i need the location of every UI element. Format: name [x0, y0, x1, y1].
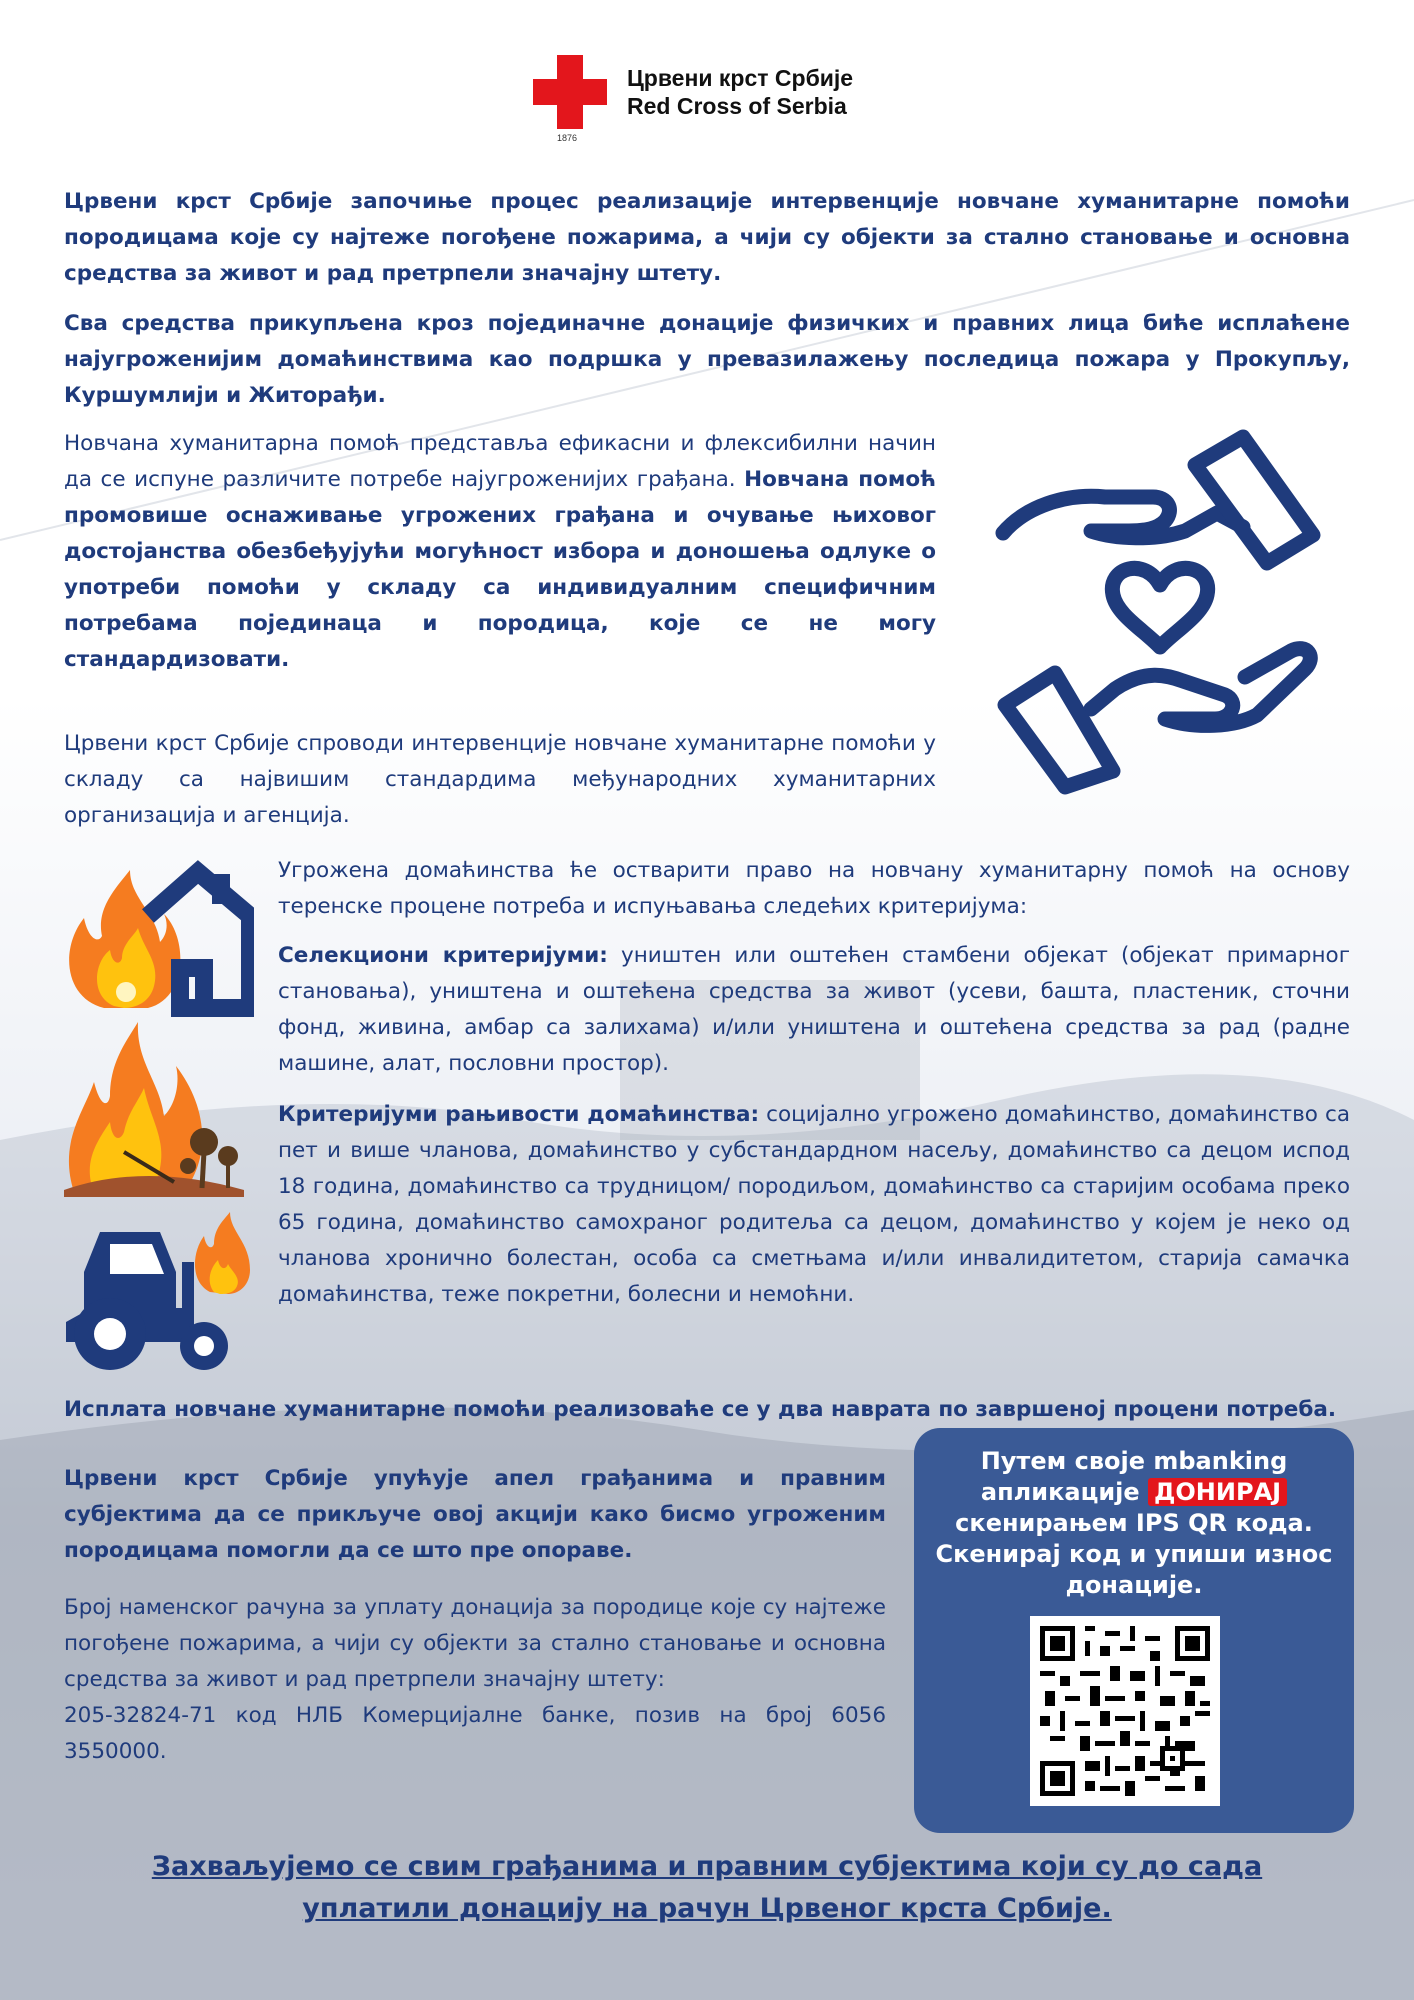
selection-criteria-paragraph	[278, 938, 1350, 1082]
selection-criteria-label: Селекциони критеријуми:	[278, 943, 608, 968]
cash-assistance-bold-text: Новчана помоћ промовише оснаживање угрожених грађана и очување њиховог достојанства обезбеђујући могућност избора и доношења одлуке о употреби помоћи у складу са индивидуалним специфичним потребама појединаца и породица, које се не могу стандардизовати.	[64, 467, 936, 672]
logo-year: 1876	[557, 133, 578, 143]
cash-assistance-text: Новчана хуманитарна помоћ представља ефикасни и флексибилни начин да се испуне различите потребе најугроженијих грађана.	[64, 431, 936, 492]
cash-assistance-paragraph	[64, 426, 936, 678]
payment-schedule-text: Исплата новчане хуманитарне помоћи реализоваће се у два наврата по завршеној процени потреба.	[64, 1397, 1337, 1422]
burning-tractor-icon	[64, 1212, 254, 1376]
org-name-cyr: Црвени крст Србије	[627, 65, 854, 91]
burning-house-icon	[64, 858, 254, 1022]
intro-paragraph-1: Црвени крст Србије започиње процес реализације интервенције новчане хуманитарне помоћи породицама које су најтеже погођене пожарима, а чији су објекти за стално становање и основна средства за живот и рад претрпели значајну штету.	[64, 189, 1350, 286]
appeal-text: Црвени крст Србије упућује апел грађанима и правним субјектима да се прикључе овој акцији како бисмо угроженим породицама помогли да се што пре опораве.	[64, 1466, 886, 1563]
org-name-en: Red Cross of Serbia	[627, 93, 847, 119]
standards-paragraph: Црвени крст Србије спроводи интервенције новчане хуманитарне помоћи у складу са највишим стандардима међународних хуманитарних организација и агенција.	[64, 731, 936, 828]
thanks-message: Захваљујемо се свим грађанима и правним субјектима који су до сада уплатили донацију на рачун Црвеног крста Србије.	[151, 1851, 1263, 1924]
intro-paragraph-2: Сва средства прикупљена кроз појединачне донације физичких и правних лица биће исплаћене најугроженијим домаћинствима као подршка у превазилажењу последица пожара у Прокупљу, Куршумлији и Житорађи.	[64, 311, 1350, 408]
donate-instructions	[924, 1446, 1344, 1601]
red-cross-logo	[533, 55, 607, 133]
hands-heart-icon	[995, 425, 1325, 799]
selection-criteria-text: уништен или оштећен стамбени објекат (објекат примарног становања), уништена и оштећена средства за живот (усеви, башта, пластеник, сточни фонд, живина, амбар са залихама) и/или уништена и оштећена средства за рад (радне машине, алат, пословни простор).	[278, 943, 1350, 1076]
vulnerability-criteria-text: социјално угрожено домаћинство, домаћинство са пет и више чланова, домаћинство у субстандардном насељу, домаћинство са децом испод 18 година, домаћинство са трудницом/ породиљом, домаћинство са старијим особама преко 65 година, домаћинство самохраног родитеља са децом, домаћинство у којем је неко од чланова хронично болестан, особа са сметњама и/или инвалидитетом, старија самачка домаћинства, теже покретни, болесни и немоћни.	[278, 1102, 1350, 1307]
criteria-intro: Угрожена домаћинства ће остварити право на новчану хуманитарну помоћ на основу теренске процене потреба и испуњавања следећих критеријума:	[278, 858, 1350, 919]
ips-qr-code[interactable]	[1030, 1616, 1220, 1806]
account-number: 205-32824-71 код НЛБ Комерцијалне банке, позив на број 6056 3550000.	[64, 1703, 886, 1764]
vulnerability-criteria-label: Критеријуми рањивости домаћинства:	[278, 1102, 760, 1127]
donate-line-2: скенирањем IPS QR кода. Скенирај код и упиши износ донације.	[935, 1509, 1333, 1599]
donate-line-1: Путем своје mbanking апликације	[980, 1447, 1288, 1506]
org-name	[627, 64, 853, 120]
vulnerability-criteria-paragraph	[278, 1097, 1350, 1313]
account-description: Број наменског рачуна за уплату донација за породице које су најтеже погођене пожарима, а чији су објекти за стално становање и основна средства за живот и рад претрпели значајну штету:	[64, 1595, 886, 1692]
wildfire-trees-icon	[64, 1022, 254, 1201]
donate-panel	[914, 1428, 1354, 1833]
donate-highlight: ДОНИРАЈ	[1148, 1478, 1287, 1506]
